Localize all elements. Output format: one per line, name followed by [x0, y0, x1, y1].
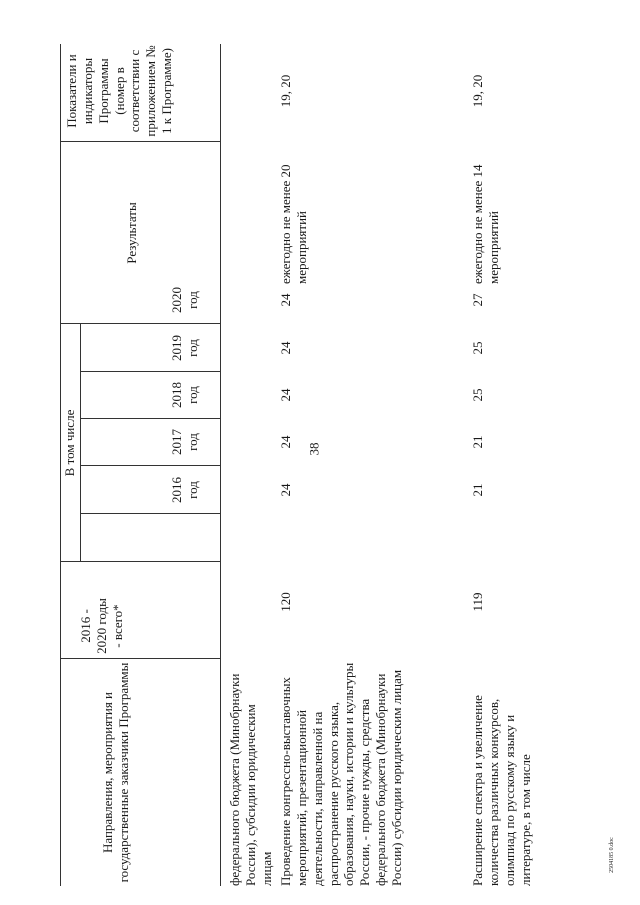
- table-cell-indicators: 19, 20: [470, 74, 485, 108]
- table-row-description: федерального бюджета (Минобрнауки России), субсидии юридическим лицам: [227, 673, 274, 886]
- header-bottom-rule: [220, 44, 221, 886]
- header-results: Результаты: [124, 202, 139, 264]
- col-divider: [60, 658, 220, 659]
- subheader-rule: [80, 324, 81, 562]
- header-including: В том числе: [62, 409, 77, 477]
- page-number: 38: [306, 442, 322, 456]
- header-year: 2016 год: [169, 477, 200, 503]
- header-year: 2019 год: [169, 335, 200, 361]
- table-row-description: Расширение спектра и увеличение количества различных конкурсов, олимпиад по русскому языку и литературе, в том числе: [470, 695, 533, 886]
- table-cell-year: 24: [278, 293, 293, 307]
- table-row-description: Проведение конгрессно-выставочных мероприятий, презентационной деятельности, направленной на распространение русского языка, образования, науки, истории и культуры России, - прочие нужды, средства федерального бюджета (Минобрнауки России) субсидии юридическим лицам: [278, 662, 405, 886]
- col-divider: [80, 371, 220, 372]
- table-cell-year: 24: [278, 341, 293, 355]
- table-cell-year: 25: [470, 341, 485, 355]
- table-cell-year: 21: [470, 435, 485, 449]
- footer-file-code: 2504185 0.doc: [609, 837, 615, 873]
- table-cell-year: 24: [278, 388, 293, 402]
- header-year: 2020 год: [169, 287, 200, 313]
- table-cell-year: 24: [278, 435, 293, 449]
- col-divider: [60, 561, 220, 562]
- header-directions: Направления, мероприятия и государственные заказчики Программы: [100, 662, 131, 883]
- col-divider: [80, 465, 220, 466]
- col-divider: [60, 323, 220, 324]
- table-top-rule: [60, 44, 61, 886]
- table-cell-year: 27: [470, 293, 485, 307]
- table-cell-result: ежегодно не менее 14 мероприятий: [470, 164, 501, 284]
- table-cell-total: 119: [470, 592, 485, 612]
- header-indicators: Показатели и индикаторы Программы (номер в соответствии с приложением № 1 к Программе): [64, 45, 175, 137]
- table-cell-indicators: 19, 20: [278, 74, 293, 108]
- table-cell-year: 25: [470, 388, 485, 402]
- table-cell-total: 120: [278, 592, 293, 612]
- table-cell-result: ежегодно не менее 20 мероприятий: [278, 164, 309, 284]
- col-divider: [80, 513, 220, 514]
- table-cell-year: 24: [278, 483, 293, 497]
- table-cell-year: 21: [470, 483, 485, 497]
- col-divider: [80, 418, 220, 419]
- col-divider: [60, 141, 220, 142]
- header-total: 2016 - 2020 годы - всего*: [78, 598, 125, 654]
- header-year: 2018 год: [169, 382, 200, 408]
- header-year: 2017 год: [169, 429, 200, 455]
- rotated-table-page: [52, 40, 640, 898]
